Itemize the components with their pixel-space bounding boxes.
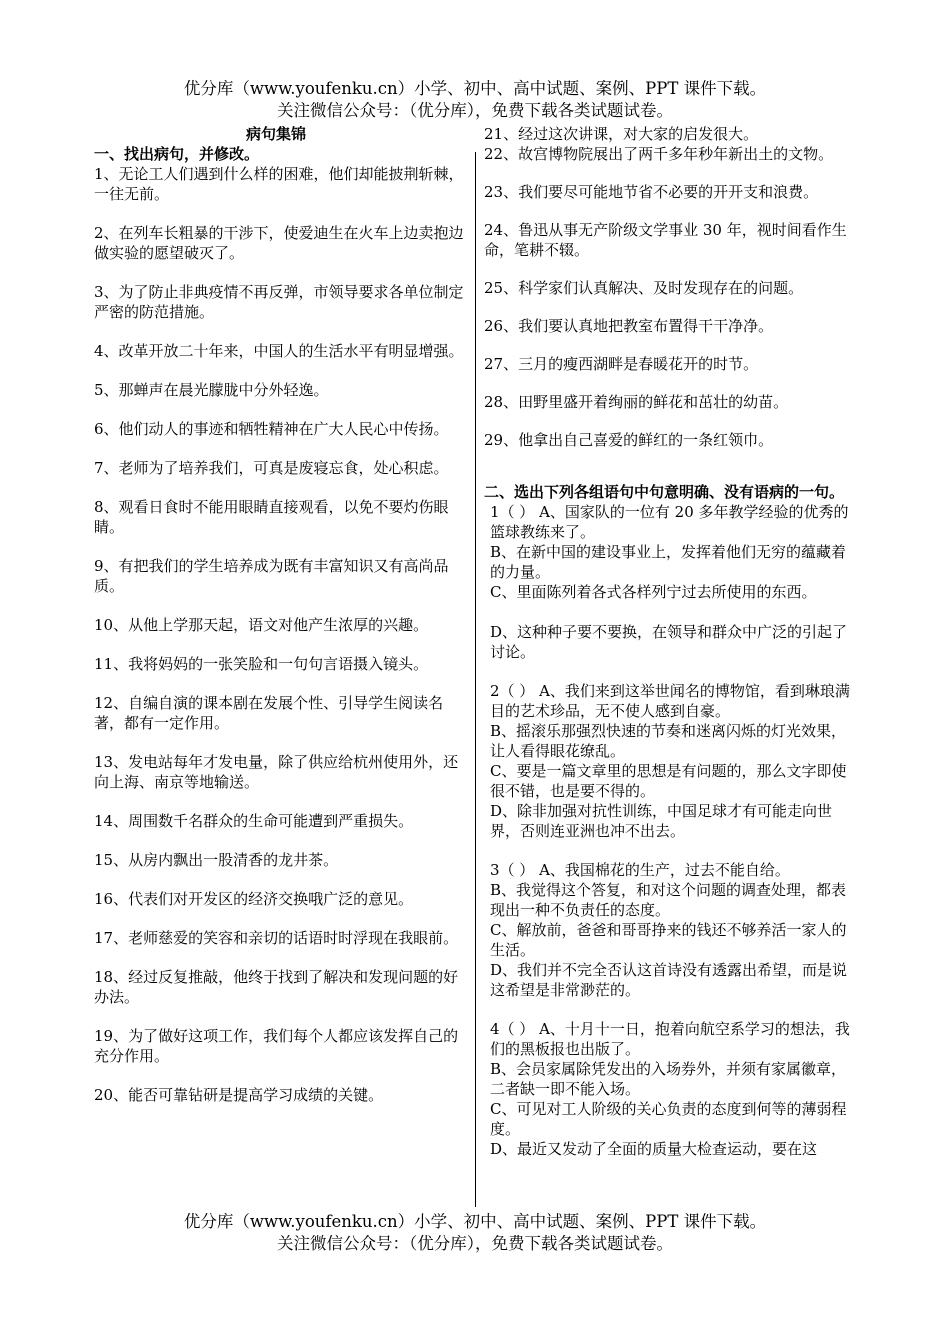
mc-question-1 [484,502,860,662]
section-2-title: 二、选出下列各组语句中句意明确、没有语病的一句。 [484,483,845,501]
question-item: 13、发电站每年才发电量，除了供应给杭州使用外，还向上海、南京等地输送。 [94,753,459,791]
question-item: 22、故宫博物院展出了两千多年秒年新出土的文物。 [484,145,834,163]
question-item: 28、田野里盛开着绚丽的鲜花和茁壮的幼苗。 [484,393,789,411]
header-line-1: 优分库（www.youfenku.cn）小学、初中、高中试题、案例、PPT 课件下载。 [183,79,767,98]
mc-question-4 [484,1019,860,1159]
mc-line: C、可见对工人阶级的关心负责的态度到何等的薄弱程度。 [490,1100,847,1138]
question-item: 24、鲁迅从事无产阶级文学事业 30 年，视时间看作生命，笔耕不辍。 [484,221,847,259]
footer-line-1: 优分库（www.youfenku.cn）小学、初中、高中试题、案例、PPT 课件下载。 [183,1212,767,1231]
mc-line: 4（ ） A、十月十一日，抱着向航空系学习的想法，我们的黑板报也出版了。 [490,1020,850,1058]
mc-line: C、解放前，爸爸和哥哥挣来的钱还不够养活一家人的生活。 [490,921,847,959]
question-item: 3、为了防止非典疫情不再反弹，市领导要求各单位制定严密的防范措施。 [94,283,464,321]
question-item: 14、周围数千名群众的生命可能遭到严重损失。 [94,812,414,830]
column-divider [475,152,476,1207]
mc-line: C、里面陈列着各式各样列宁过去所使用的东西。 [490,583,817,601]
question-item: 1、无论工人们遇到什么样的困难，他们却能披荆斩棘，一往无前。 [94,165,464,203]
mc-question-2 [484,681,860,841]
question-item: 19、为了做好这项工作，我们每个人都应该发挥自己的充分作用。 [94,1027,459,1065]
question-item: 11、我将妈妈的一张笑脸和一句句言语摄入镜头。 [94,655,429,673]
question-item: 2、在列车长粗暴的干涉下，使爱迪生在火车上边卖抱边做实验的愿望破灭了。 [94,224,464,262]
header-line-2: 关注微信公众号：（优分库），免费下载各类试题试卷。 [277,101,673,120]
question-item: 12、自编自演的课本剧在发展个性、引导学生阅读名著，都有一定作用。 [94,694,444,732]
question-item: 16、代表们对开发区的经济交换哦广泛的意见。 [94,890,414,908]
question-item: 26、我们要认真地把教室布置得干干净净。 [484,317,774,335]
mc-line: D、这种种子要不要换，在领导和群众中广泛的引起了讨论。 [490,623,848,661]
question-item: 7、老师为了培养我们，可真是废寝忘食，处心积虑。 [94,459,449,477]
mc-line: B、摇滚乐那强烈快速的节奏和迷离闪烁的灯光效果，让人看得眼花缭乱。 [490,722,847,760]
question-item: 18、经过反复推敲，他终于找到了解决和发现问题的好办法。 [94,968,459,1006]
question-item: 6、他们动人的事迹和牺牲精神在广大人民心中传扬。 [94,420,449,438]
mc-line: D、最近又发动了全面的质量大检查运动，要在这 [490,1140,818,1158]
question-item: 23、我们要尽可能地节省不必要的开开支和浪费。 [484,183,819,201]
question-item: 27、三月的瘦西湖畔是春暖花开的时节。 [484,355,759,373]
mc-line: C、要是一篇文章里的思想是有问题的，那么文字即使很不错，也是要不得的。 [490,762,847,800]
doc-title: 病句集锦 [246,125,307,143]
left-column [94,124,466,1124]
question-item: 10、从他上学那天起，语文对他产生浓厚的兴趣。 [94,616,429,634]
question-item: 17、老师慈爱的笑容和亲切的话语时时浮现在我眼前。 [94,929,459,947]
mc-line: B、在新中国的建设事业上，发挥着他们无穷的蕴藏着的力量。 [490,543,847,581]
right-column [484,124,860,1178]
question-item: 15、从房内飘出一股清香的龙井茶。 [94,851,339,869]
question-item: 4、改革开放二十年来，中国人的生活水平有明显增强。 [94,342,464,360]
mc-line: D、除非加强对抗性训练，中国足球才有可能走向世界，否则连亚洲也冲不出去。 [490,802,833,840]
mc-line: 2（ ） A、我们来到这举世闻名的博物馆，看到琳琅满目的艺术珍品，无不使人感到自豪。 [490,682,850,720]
section-1-title: 一、找出病句，并修改。 [94,145,260,163]
question-item: 21、经过这次讲课，对大家的启发很大。 [484,125,759,143]
question-item: 5、那蝉声在晨光朦胧中分外轻逸。 [94,381,329,399]
mc-line: D、我们并不完全否认这首诗没有透露出希望，而是说这希望是非常渺茫的。 [490,961,848,999]
mc-line: 3（ ） A、我国棉花的生产，过去不能自给。 [490,861,790,879]
question-item: 25、科学家们认真解决、及时发现存在的问题。 [484,279,804,297]
question-item: 29、他拿出自己喜爱的鲜红的一条红领巾。 [484,431,774,449]
mc-line [484,602,860,622]
mc-line: B、我觉得这个答复，和对这个问题的调查处理，都表现出一种不负责任的态度。 [490,881,847,919]
mc-line: B、会员家属除凭发出的入场券外，并须有家属徽章，二者缺一即不能入场。 [490,1060,847,1098]
mc-line: 1（ ） A、国家队的一位有 20 多年教学经验的优秀的篮球教练来了。 [490,503,849,541]
question-item: 20、能否可靠钻研是提高学习成绩的关键。 [94,1086,384,1104]
footer-line-2: 关注微信公众号：（优分库），免费下载各类试题试卷。 [277,1234,673,1253]
mc-question-3 [484,860,860,1000]
question-item: 8、观看日食时不能用眼睛直接观看，以免不要灼伤眼睛。 [94,498,449,536]
question-item: 9、有把我们的学生培养成为既有丰富知识又有高尚品质。 [94,557,449,595]
